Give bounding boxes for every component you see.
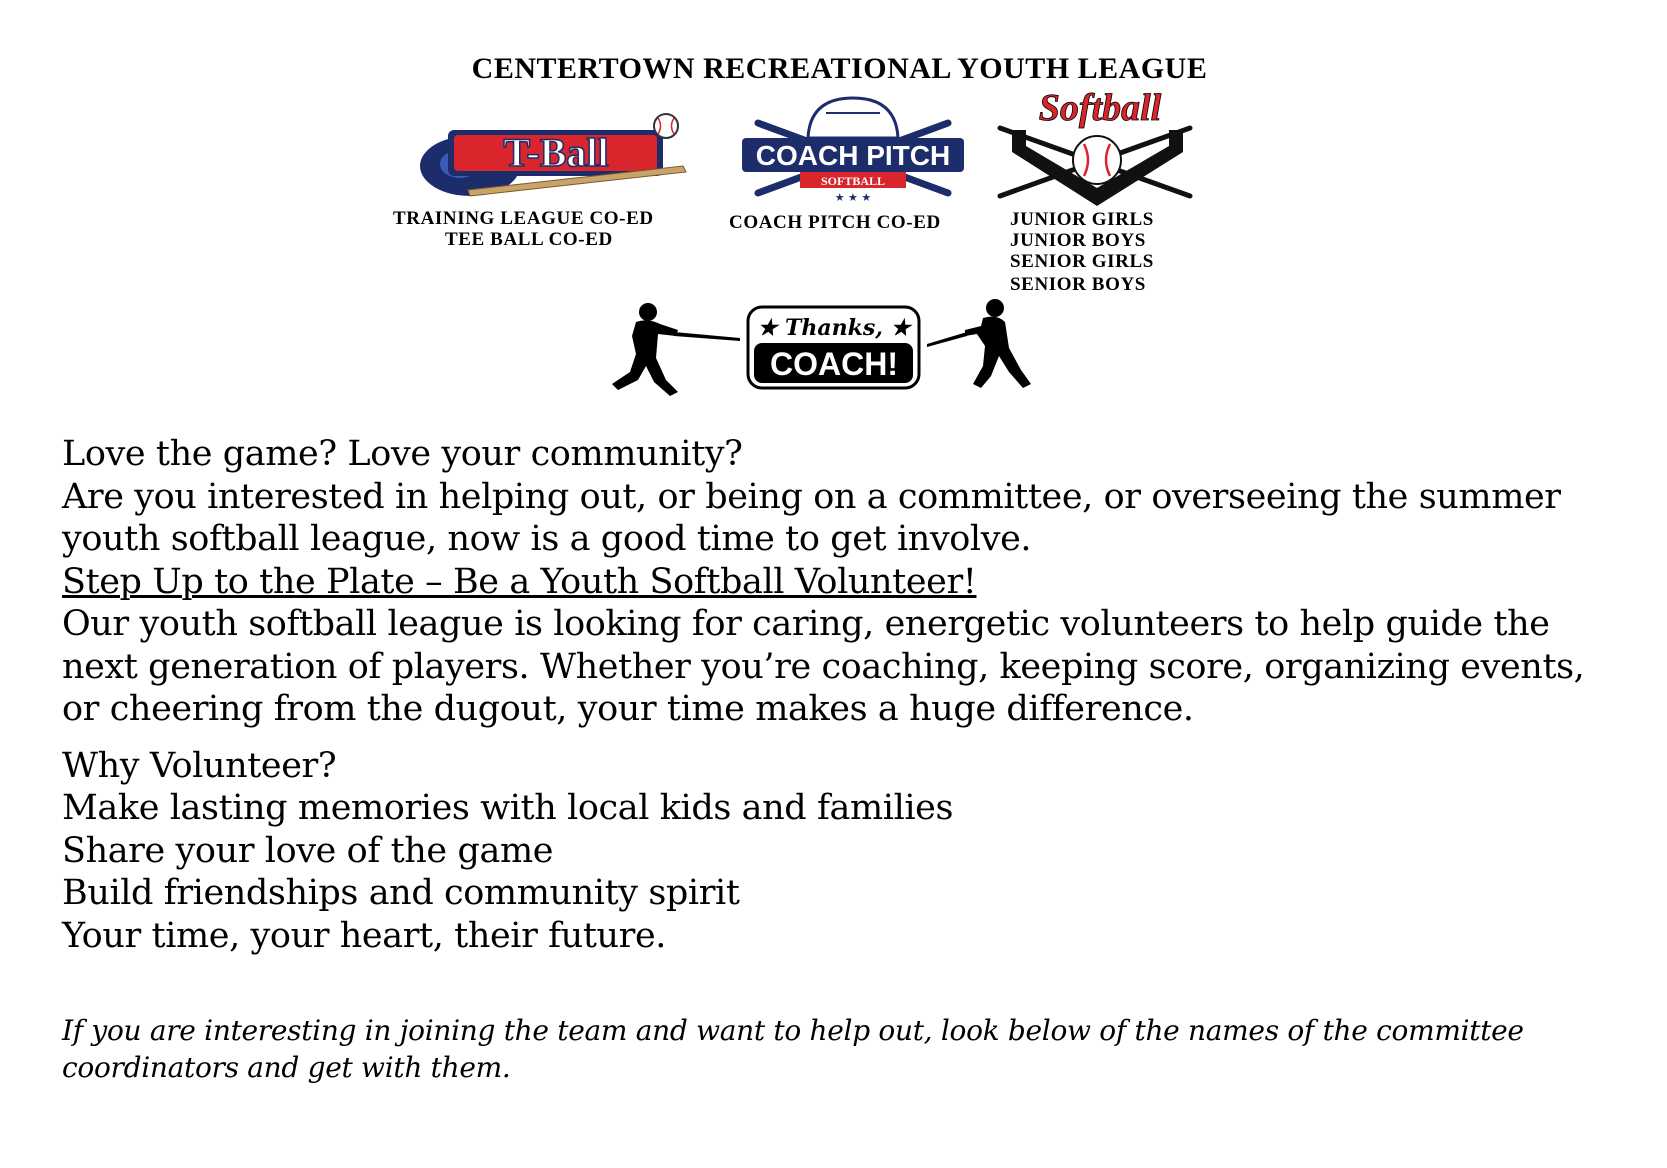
softball-divisions [1010,209,1154,295]
committee-note: If you are interesting in joining the team and want to help out, look below of the names of the committee coordinators and get with them. [62,1014,1524,1084]
tball-division-1: TRAINING LEAGUE CO-ED [393,208,654,229]
thanks-text: ★ Thanks, ★ [757,315,911,341]
tball-logo-text: T-Ball [503,130,609,175]
coach-pitch-division: COACH PITCH CO-ED [729,212,941,233]
reason-item: Your time, your heart, their future. [62,915,666,956]
page-title: CENTERTOWN RECREATIONAL YOUTH LEAGUE [471,52,1208,85]
coach-text: COACH! [770,346,898,382]
thanks-coach-logo [746,305,921,390]
softball-division-2: JUNIOR BOYS [1010,230,1146,251]
interest-paragraph: Are you interested in helping out, or being on a committee, or overseeing the summer youth softball league, now is a good time to get involve. [62,476,1561,559]
coach-pitch-logo [738,93,968,208]
reason-item: Share your love of the game [62,830,554,871]
coach-pitch-logo-sub: SOFTBALL [820,174,886,188]
softball-icon [1073,136,1121,184]
softball-division-1: JUNIOR GIRLS [1010,209,1154,230]
batter-silhouette-right-icon [925,298,1035,393]
volunteer-headline: Step Up to the Plate – Be a Youth Softball Volunteer! [62,561,977,602]
coach-pitch-logo-text: COACH PITCH [755,140,951,171]
svg-text:★ ★ ★: ★ ★ ★ [834,191,872,204]
batter-silhouette-left-icon [608,300,743,400]
tball-logo [408,108,698,203]
league-paragraph: Our youth softball league is looking for caring, energetic volunteers to help guide the next generation of players. Whether you’re coaching, keeping score, organizing events, or cheering from the dugout, your time makes a huge difference. [62,604,1585,729]
body-text [62,433,1622,957]
why-volunteer-heading: Why Volunteer? [62,745,337,786]
tball-division-2: TEE BALL CO-ED [445,229,613,250]
baseball-icon [654,114,678,138]
softball-logo-text: Softball [1038,88,1162,129]
softball-division-4: SENIOR BOYS [1010,274,1146,295]
reason-item: Make lasting memories with local kids and families [62,788,954,828]
tball-divisions [393,208,654,250]
softball-division-3: SENIOR GIRLS [1010,251,1154,272]
cap-icon [808,98,898,138]
intro-line: Love the game? Love your community? [62,434,743,474]
reason-item: Build friendships and community spirit [62,873,740,913]
softball-logo [990,88,1205,213]
